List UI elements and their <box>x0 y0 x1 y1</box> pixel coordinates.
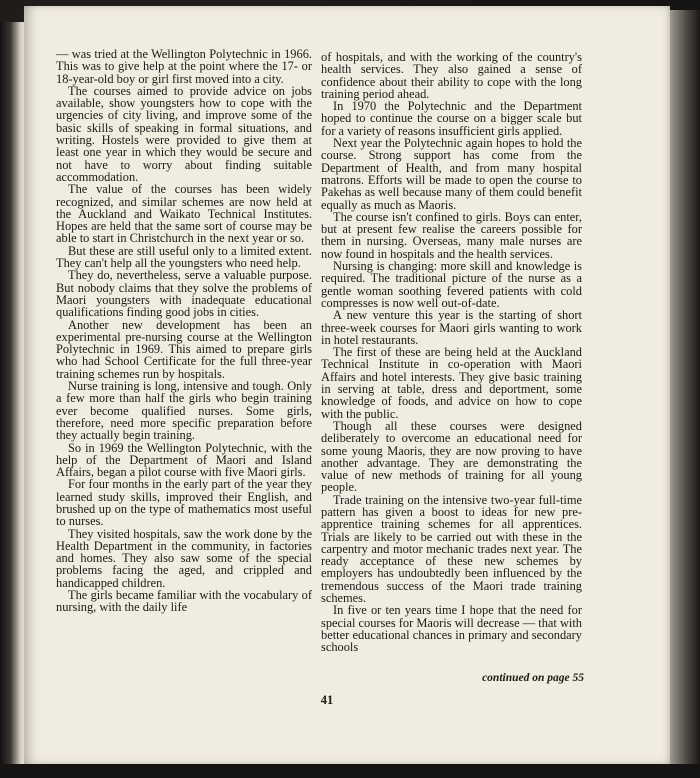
paragraph: For four months in the early part of the year they learned study skills, improved their English, and brushed up on the type of mathematics most useful to nurses. <box>56 477 312 529</box>
paragraph: In 1970 the Polytechnic and the Department hoped to continue the course on a bigger scale but for a variety of reasons insufficient girls applied. <box>321 99 582 138</box>
page-number: 41 <box>320 693 334 707</box>
continued-note: continued on page 55 <box>482 672 584 684</box>
previous-page-edge <box>0 22 26 764</box>
paragraph: The courses aimed to provide advice on jobs available, show youngsters how to cope with the urgencies of city living, and improve some of the basic skills of speaking in formal situations, and writing. Hostels were provided to give them at least one year in which they would be secure and not have to worry about finding suitable accommodation. <box>56 83 312 184</box>
paragraph: Though all these courses were designed deliberately to overcome an educational need for some young Maoris, they are now proving to have another advantage. They are demonstrating the value of new methods of training for all young people. <box>321 418 582 495</box>
right-text-column <box>321 51 582 654</box>
left-text-column <box>56 48 312 614</box>
paragraph: The value of the courses has been widely recognized, and similar schemes are now held at the Auckland and Waikato Technical Institutes. Hopes are held that the same sort of course may be able to start in Christchurch in the next year or so. <box>56 182 312 246</box>
paragraph: The course isn't confined to girls. Boys can enter, but at present few realise the careers possible for them in nursing. Overseas, many male nurses are now found in hospitals and the health services. <box>321 209 582 261</box>
paragraph: A new venture this year is the starting of short three-week courses for Maori girls wanting to work in hotel restaurants. <box>321 308 582 347</box>
paragraph: Trade training on the intensive two-year full-time pattern has given a boost to ideas for new pre-apprentice training schemes for all apprentices. Trials are likely to be carried out with these in the carpentry and motor mechanic trades next year. The ready acceptance of these new schemes by employers has undoubtedly been influenced by the tremendous success of the Maori trade training schemes. <box>321 492 582 606</box>
paragraph: Next year the Polytechnic again hopes to hold the course. Strong support has come from the Department of Health, and from many hospital matrons. Efforts will be made to open the course to Pakehas as well because many of them could benefit equally as much as Maoris. <box>321 136 582 212</box>
paragraph: of hospitals, and with the working of the country's health services. They also gained a sense of confidence about their ability to cope with the long training period ahead. <box>321 50 582 101</box>
paragraph: So in 1969 the Wellington Polytechnic, with the help of the Department of Maori and Island Affairs, began a pilot course with five Maori girls. <box>56 440 312 480</box>
paragraph: They visited hospitals, saw the work done by the Health Department in the community, in factories and homes. They also saw some of the special problems facing the aged, and crippled and handicapped children. <box>56 526 312 590</box>
paragraph: Another new development has been an experimental pre-nursing course at the Wellington Polytechnic in 1969. This aimed to prepare girls who had School Certificate for the full three-year training schemes run by hospitals. <box>56 317 312 381</box>
paragraph: Nurse training is long, intensive and tough. Only a few more than half the girls who begin training ever become qualified nurses. Some girls, therefore, need more specific preparation before they actually begin training. <box>56 379 312 443</box>
paragraph: But these are still useful only to a limited extent. They can't help all the youngsters who need help. <box>56 243 312 271</box>
paragraph: — was tried at the Wellington Polytechnic in 1966. This was to give help at the point where the 17- or 18-year-old boy or girl first moved into a city. <box>56 47 312 86</box>
paragraph: In five or ten years time I hope that the need for special courses for Maoris will decrease — that with better educational chances in primary and secondary schools <box>321 603 582 655</box>
paragraph: They do, nevertheless, serve a valuable purpose. But nobody claims that they solve the problems of Maori youngsters with inadequate educational qualifications finding good jobs in cities. <box>56 268 312 320</box>
paragraph: The girls became familiar with the vocabulary of nursing, with the daily life <box>56 588 312 615</box>
page-right-edge <box>668 10 700 764</box>
paragraph: Nursing is changing: more skill and knowledge is required. The traditional picture of the nurse as a gentle woman soothing fevered patients with cold compresses is now well out-of-date. <box>321 259 582 310</box>
paragraph: The first of these are being held at the Auckland Technical Institute in co-operation with Maori Affairs and hotel interests. They give basic training in serving at table, dress and deportment, some knowledge of foods, and advice on how to cope with the public. <box>321 345 582 421</box>
